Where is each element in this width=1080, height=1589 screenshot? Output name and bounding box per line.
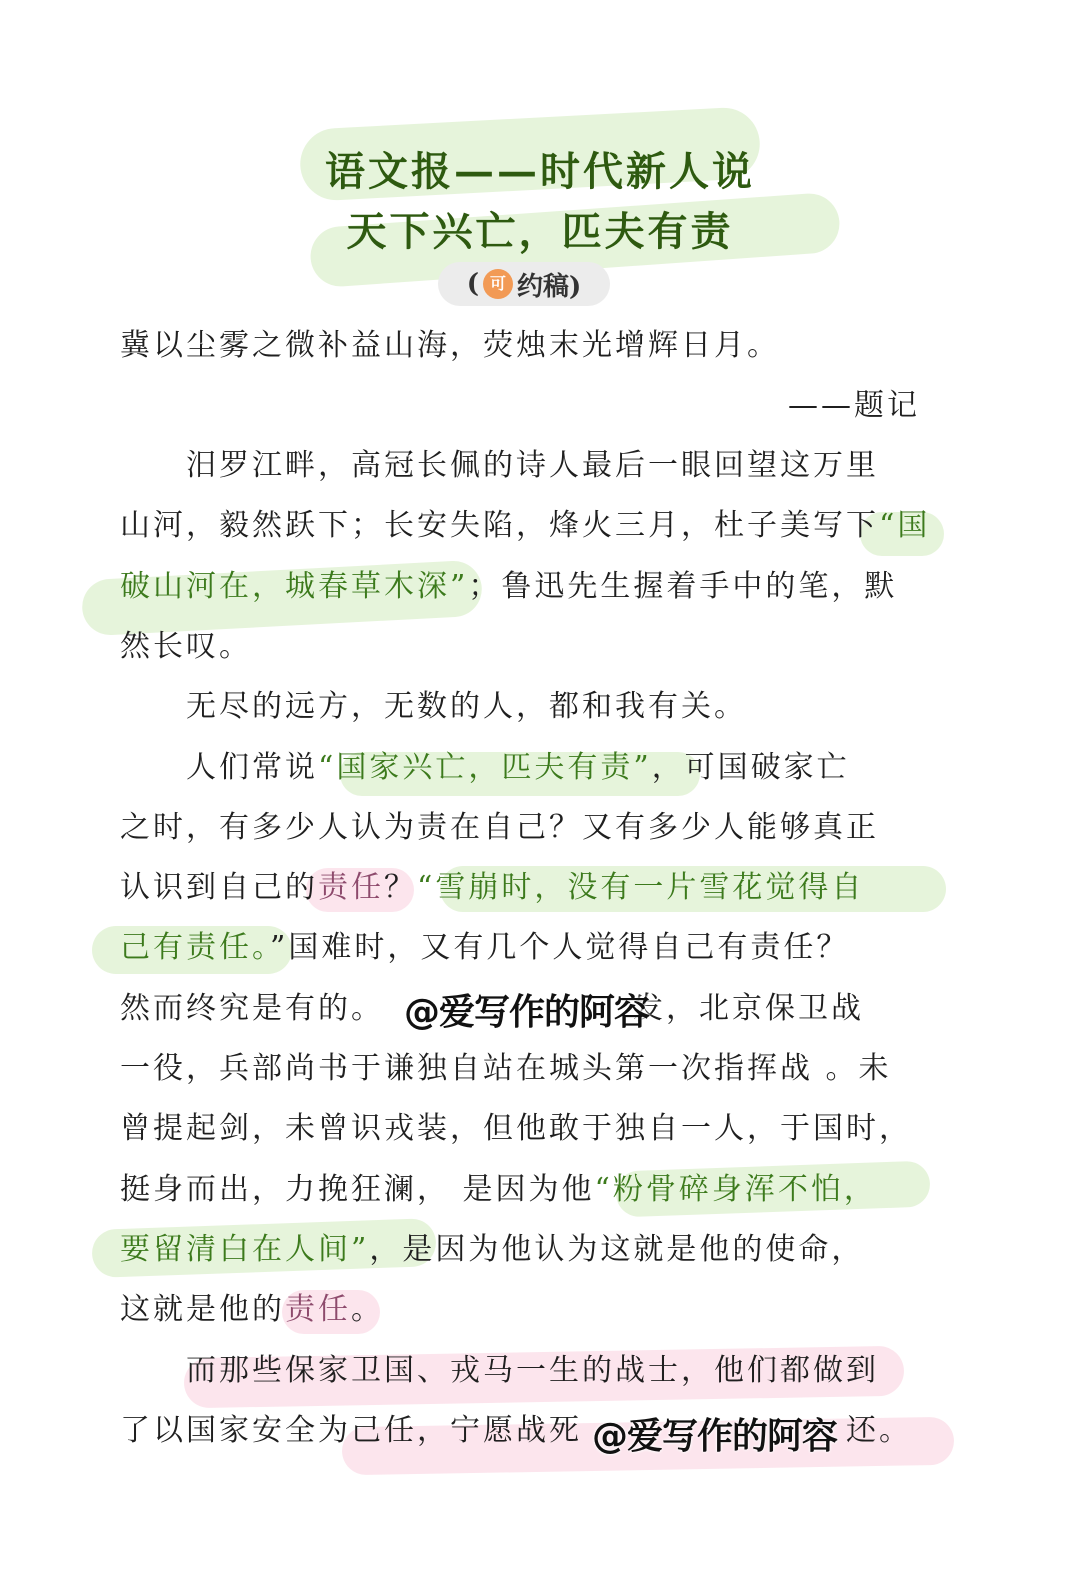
body-line bbox=[120, 1170, 920, 1210]
quote-text: “粉骨碎身浑不怕， bbox=[594, 1172, 877, 1207]
body-line bbox=[120, 1049, 920, 1089]
body-text: 了以国家安全为己任，宁愿战死 bbox=[120, 1413, 582, 1448]
body-text: 还。 bbox=[846, 1413, 912, 1448]
byline bbox=[438, 262, 610, 306]
body-text: 然而终究是有的。 bbox=[120, 991, 369, 1026]
body-text: 这就是他的 bbox=[120, 1292, 285, 1327]
body-text: 一役，兵部尚书于谦独自站在城头第一次指挥战 。未 bbox=[120, 1051, 892, 1086]
emphasis-text: 责任 bbox=[285, 1292, 351, 1327]
body-line bbox=[120, 687, 920, 727]
quote-text: 要留清白在人间” bbox=[120, 1232, 370, 1267]
epigraph-text: 冀以尘雾之微补益山海，荧烛末光增辉日月。 bbox=[120, 328, 780, 363]
body-text: 而那些保家卫国、戎马一生的战士，他们都做到 bbox=[120, 1353, 879, 1388]
quote-text: “国家兴亡，匹夫有责” bbox=[318, 750, 652, 785]
body-line bbox=[120, 567, 920, 607]
body-line bbox=[120, 808, 920, 848]
quote-text: “国 bbox=[879, 508, 931, 543]
body-text: 山河，毅然跃下；长安失陷，烽火三月，杜子美写下 bbox=[120, 508, 879, 543]
body-line bbox=[120, 506, 931, 546]
quote-text: 破山河在，城春草木深” bbox=[120, 569, 469, 604]
body-text: 人们常说 bbox=[120, 750, 318, 785]
body-line bbox=[120, 627, 920, 667]
body-line bbox=[120, 1351, 920, 1391]
body-text: 之时，有多少人认为责在自己？又有多少人能够真正 bbox=[120, 810, 879, 845]
body-line bbox=[120, 748, 920, 788]
body-text: 认识到自己的 bbox=[120, 870, 318, 905]
page-subtitle: 天下兴亡，匹夫有责 bbox=[346, 208, 734, 255]
body-text: 发，北京保卫战 bbox=[633, 991, 864, 1026]
body-line bbox=[120, 928, 920, 968]
body-text: 汨罗江畔，高冠长佩的诗人最后一眼回望这万里 bbox=[120, 448, 879, 483]
body-text: ？ bbox=[384, 870, 417, 905]
body-line bbox=[120, 1290, 920, 1330]
body-text: 曾提起剑，未曾识戎装，但他敢于独自一人，于国时， bbox=[120, 1111, 912, 1146]
watermark: @爱写作的阿容 bbox=[592, 1416, 838, 1457]
byline-text: 约稿) bbox=[517, 271, 582, 302]
body-text: ；鲁迅先生握着手中的笔，默 bbox=[468, 569, 898, 604]
byline-open-paren: ( bbox=[466, 269, 479, 299]
epigraph-attribution: ——题记 bbox=[788, 388, 920, 423]
body-text: ”国难时，又有几个人觉得自己有责任？ bbox=[270, 930, 850, 965]
body-text: 。 bbox=[351, 1292, 384, 1327]
emphasis-text: 责任 bbox=[318, 870, 384, 905]
page-title: 语文报——时代新人说 bbox=[325, 148, 755, 195]
body-line bbox=[120, 1230, 920, 1270]
body-text: ，是因为他认为这就是他的使命， bbox=[369, 1232, 865, 1267]
body-text: 无尽的远方，无数的人，都和我有关。 bbox=[120, 689, 747, 724]
body-line bbox=[120, 446, 920, 486]
quote-text: “雪崩时，没有一片雪花觉得自 bbox=[417, 870, 865, 905]
byline-badge: 可 bbox=[483, 269, 513, 299]
body-line bbox=[120, 868, 920, 908]
watermark: @爱写作的阿容 bbox=[404, 992, 650, 1033]
body-text: 挺身而出，力挽狂澜， 是因为他 bbox=[120, 1172, 595, 1207]
body-text: 然长叹。 bbox=[120, 629, 252, 664]
body-line bbox=[120, 1109, 920, 1149]
body-text: ，可国破家亡 bbox=[651, 750, 850, 785]
quote-text: 己有责任。 bbox=[120, 930, 270, 965]
